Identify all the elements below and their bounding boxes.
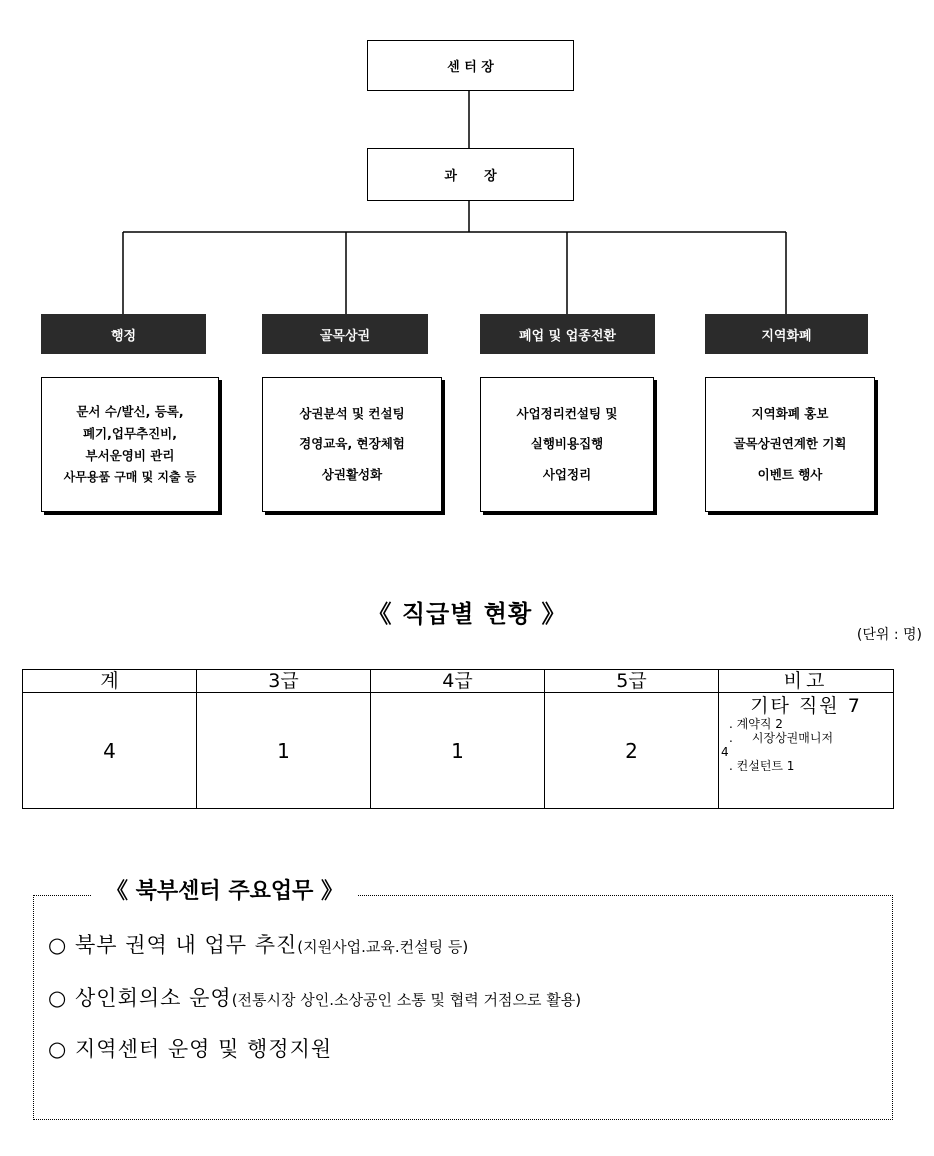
rank-table bbox=[22, 669, 894, 809]
main-duties-title: 《 북부센터 주요업무 》 bbox=[92, 874, 357, 910]
dept-name-alley-market: 골목상권 bbox=[319, 328, 371, 344]
duty-item-main: ○ 지역센터 운영 및 행정지원 bbox=[48, 1037, 333, 1061]
director-box bbox=[367, 40, 574, 91]
duty-item-sub: (지원사업.교육.컨설팅 등) bbox=[297, 938, 469, 956]
dept-header-local-currency bbox=[705, 314, 868, 354]
duty-line: 폐기,업무추진비, bbox=[82, 426, 178, 442]
dept-header-closure-conversion bbox=[480, 314, 655, 354]
dept-name-closure-conversion: 폐업 및 업종전환 bbox=[519, 328, 616, 344]
manager-box bbox=[367, 148, 574, 201]
duty-line: 상권활성화 bbox=[321, 466, 383, 482]
duty-line: 사업정리 bbox=[542, 466, 592, 482]
duty-item-main: ○ 북부 권역 내 업무 추진 bbox=[48, 933, 298, 957]
duty-line: 경영교육, 현장체험 bbox=[299, 436, 405, 452]
duty-item bbox=[48, 982, 581, 1012]
cell-grade-5: 2 bbox=[545, 693, 719, 809]
duty-item bbox=[48, 1033, 332, 1063]
dept-name-admin: 행정 bbox=[110, 328, 137, 344]
duty-line: 실행비용집행 bbox=[530, 436, 604, 452]
table-row bbox=[23, 693, 894, 809]
header-total: 계 bbox=[23, 670, 197, 693]
header-grade-4: 4급 bbox=[371, 670, 545, 693]
duty-line: 상권분석 및 컨설팅 bbox=[299, 405, 405, 421]
dept-duties-closure-conversion bbox=[480, 377, 654, 512]
remarks-line: . 컨설턴트 1 bbox=[729, 759, 795, 773]
duty-item-main: ○ 상인회의소 운영 bbox=[48, 986, 232, 1010]
dept-duties-local-currency bbox=[705, 377, 875, 512]
unit-note: (단위 : 명) bbox=[856, 627, 922, 643]
duty-line: 사업정리컨설팅 및 bbox=[516, 405, 618, 421]
director-label: 센 터 장 bbox=[447, 60, 494, 75]
header-remarks: 비고 bbox=[719, 670, 894, 693]
duty-item-sub: (전통시장 상인.소상공인 소통 및 협력 거점으로 활용) bbox=[231, 991, 582, 1009]
table-header-row bbox=[23, 670, 894, 693]
dept-duties-alley-market bbox=[262, 377, 442, 512]
dept-header-alley-market bbox=[262, 314, 428, 354]
cell-grade-4: 1 bbox=[371, 693, 545, 809]
remarks-main: 기타 직원 7 bbox=[750, 695, 862, 717]
duty-line: 이벤트 행사 bbox=[757, 466, 823, 482]
cell-remarks bbox=[719, 693, 894, 809]
duty-line: 문서 수/발신, 등록, bbox=[76, 404, 184, 420]
duty-line: 부서운영비 관리 bbox=[85, 447, 175, 463]
duty-item bbox=[48, 929, 468, 959]
duty-line: 골목상권연계한 기획 bbox=[733, 436, 847, 452]
dept-header-admin bbox=[41, 314, 206, 354]
duty-line: 사무용품 구매 및 지출 등 bbox=[63, 469, 197, 484]
remarks-line: . 시장상권매니저 bbox=[729, 731, 834, 745]
remarks-line: 4 bbox=[721, 745, 729, 759]
cell-grade-3: 1 bbox=[197, 693, 371, 809]
rank-table-title: 《 직급별 현황 》 bbox=[367, 600, 567, 628]
duty-line: 지역화폐 홍보 bbox=[751, 405, 829, 421]
header-grade-3: 3급 bbox=[197, 670, 371, 693]
header-grade-5: 5급 bbox=[545, 670, 719, 693]
remarks-line: . 계약직 2 bbox=[729, 717, 783, 731]
dept-duties-admin bbox=[41, 377, 219, 512]
cell-total: 4 bbox=[23, 693, 197, 809]
dept-name-local-currency: 지역화폐 bbox=[761, 328, 812, 344]
manager-label: 과 장 bbox=[444, 169, 497, 184]
